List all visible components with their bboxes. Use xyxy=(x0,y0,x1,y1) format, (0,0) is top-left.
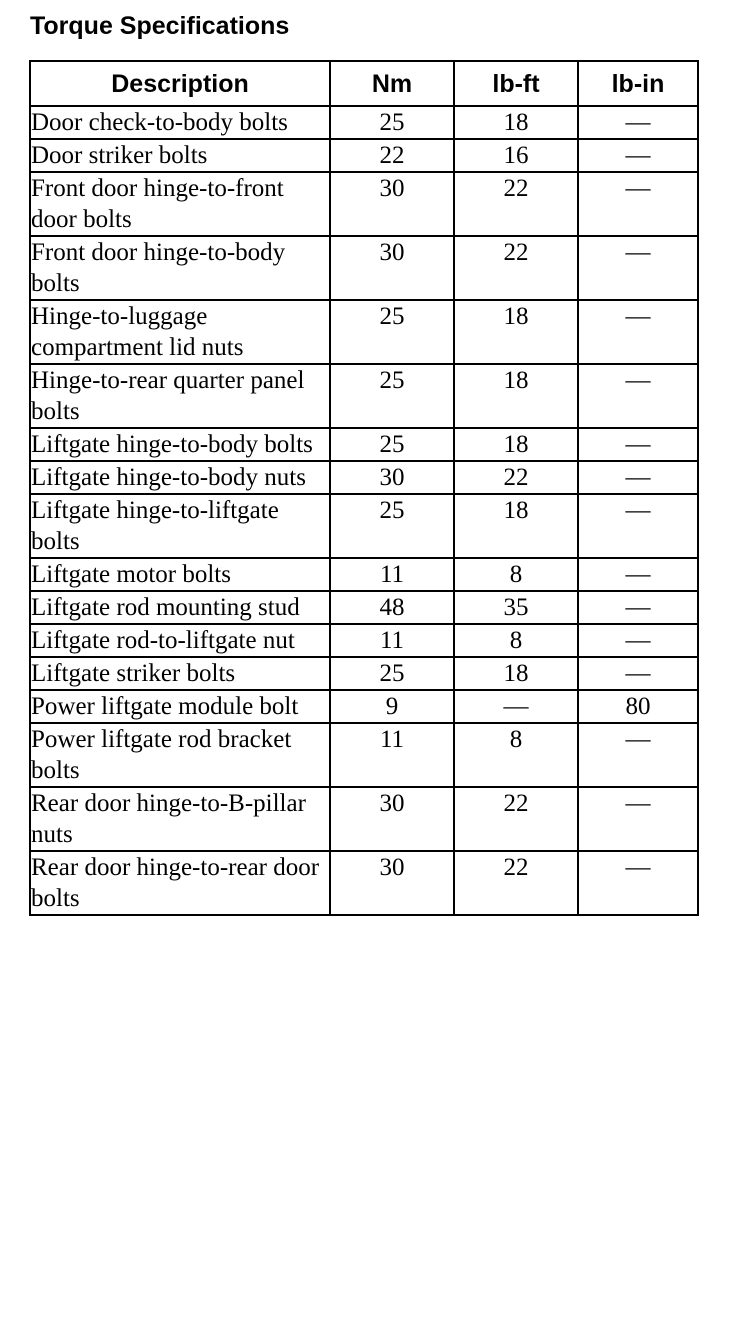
cell-nm: 11 xyxy=(330,723,454,787)
cell-description: Rear door hinge-to-B-pillar nuts xyxy=(30,787,330,851)
cell-lbin: — xyxy=(578,558,698,591)
cell-nm: 22 xyxy=(330,139,454,172)
cell-lbft: — xyxy=(454,690,578,723)
table-row xyxy=(30,106,698,139)
cell-lbin: — xyxy=(578,236,698,300)
cell-lbin: — xyxy=(578,624,698,657)
cell-nm: 11 xyxy=(330,558,454,591)
table-row xyxy=(30,139,698,172)
table-row xyxy=(30,428,698,461)
cell-lbin: — xyxy=(578,723,698,787)
cell-lbft: 18 xyxy=(454,364,578,428)
cell-description: Front door hinge-to-front door bolts xyxy=(30,172,330,236)
cell-lbft: 18 xyxy=(454,428,578,461)
cell-description: Door check-to-body bolts xyxy=(30,106,330,139)
table-row xyxy=(30,591,698,624)
cell-lbft: 18 xyxy=(454,106,578,139)
cell-lbft: 22 xyxy=(454,851,578,915)
table-row xyxy=(30,236,698,300)
cell-nm: 30 xyxy=(330,236,454,300)
cell-lbft: 22 xyxy=(454,236,578,300)
table-header-row xyxy=(30,61,698,106)
cell-lbft: 16 xyxy=(454,139,578,172)
cell-lbin: — xyxy=(578,428,698,461)
cell-description: Liftgate rod-to-liftgate nut xyxy=(30,624,330,657)
table-row xyxy=(30,690,698,723)
table-row xyxy=(30,851,698,915)
cell-description: Power liftgate rod bracket bolts xyxy=(30,723,330,787)
cell-nm: 25 xyxy=(330,300,454,364)
cell-lbin: 80 xyxy=(578,690,698,723)
cell-description: Liftgate motor bolts xyxy=(30,558,330,591)
header-description: Description xyxy=(30,61,330,106)
cell-lbft: 8 xyxy=(454,558,578,591)
cell-description: Power liftgate module bolt xyxy=(30,690,330,723)
cell-nm: 30 xyxy=(330,787,454,851)
cell-lbft: 18 xyxy=(454,494,578,558)
cell-description: Liftgate striker bolts xyxy=(30,657,330,690)
cell-lbin: — xyxy=(578,139,698,172)
torque-specifications-table xyxy=(29,60,699,916)
cell-nm: 25 xyxy=(330,494,454,558)
cell-nm: 30 xyxy=(330,172,454,236)
table-row xyxy=(30,787,698,851)
cell-nm: 25 xyxy=(330,364,454,428)
cell-description: Rear door hinge-to-rear door bolts xyxy=(30,851,330,915)
cell-lbin: — xyxy=(578,172,698,236)
cell-lbin: — xyxy=(578,591,698,624)
table-row xyxy=(30,624,698,657)
cell-description: Liftgate hinge-to-body bolts xyxy=(30,428,330,461)
table-row xyxy=(30,723,698,787)
cell-lbft: 22 xyxy=(454,461,578,494)
table-row xyxy=(30,364,698,428)
cell-lbft: 22 xyxy=(454,787,578,851)
header-nm: Nm xyxy=(330,61,454,106)
table-row xyxy=(30,494,698,558)
cell-description: Liftgate rod mounting stud xyxy=(30,591,330,624)
cell-lbft: 35 xyxy=(454,591,578,624)
header-lbin: lb-in xyxy=(578,61,698,106)
cell-lbin: — xyxy=(578,106,698,139)
table-row xyxy=(30,461,698,494)
cell-lbin: — xyxy=(578,300,698,364)
page-title: Torque Specifications xyxy=(30,12,290,40)
cell-lbft: 8 xyxy=(454,624,578,657)
table-row xyxy=(30,558,698,591)
table-row xyxy=(30,300,698,364)
cell-nm: 48 xyxy=(330,591,454,624)
cell-nm: 11 xyxy=(330,624,454,657)
cell-lbin: — xyxy=(578,364,698,428)
cell-nm: 25 xyxy=(330,106,454,139)
cell-nm: 9 xyxy=(330,690,454,723)
cell-description: Door striker bolts xyxy=(30,139,330,172)
cell-lbft: 22 xyxy=(454,172,578,236)
cell-description: Front door hinge-to-body bolts xyxy=(30,236,330,300)
cell-lbin: — xyxy=(578,461,698,494)
cell-nm: 25 xyxy=(330,657,454,690)
cell-nm: 30 xyxy=(330,461,454,494)
cell-description: Hinge-to-rear quarter panel bolts xyxy=(30,364,330,428)
cell-description: Hinge-to-luggage compartment lid nuts xyxy=(30,300,330,364)
cell-lbin: — xyxy=(578,851,698,915)
cell-lbft: 18 xyxy=(454,300,578,364)
cell-lbin: — xyxy=(578,787,698,851)
table-row xyxy=(30,172,698,236)
table-row xyxy=(30,657,698,690)
cell-description: Liftgate hinge-to-liftgate bolts xyxy=(30,494,330,558)
header-lbft: lb-ft xyxy=(454,61,578,106)
cell-lbft: 8 xyxy=(454,723,578,787)
cell-lbft: 18 xyxy=(454,657,578,690)
cell-nm: 25 xyxy=(330,428,454,461)
cell-lbin: — xyxy=(578,494,698,558)
cell-lbin: — xyxy=(578,657,698,690)
cell-nm: 30 xyxy=(330,851,454,915)
cell-description: Liftgate hinge-to-body nuts xyxy=(30,461,330,494)
